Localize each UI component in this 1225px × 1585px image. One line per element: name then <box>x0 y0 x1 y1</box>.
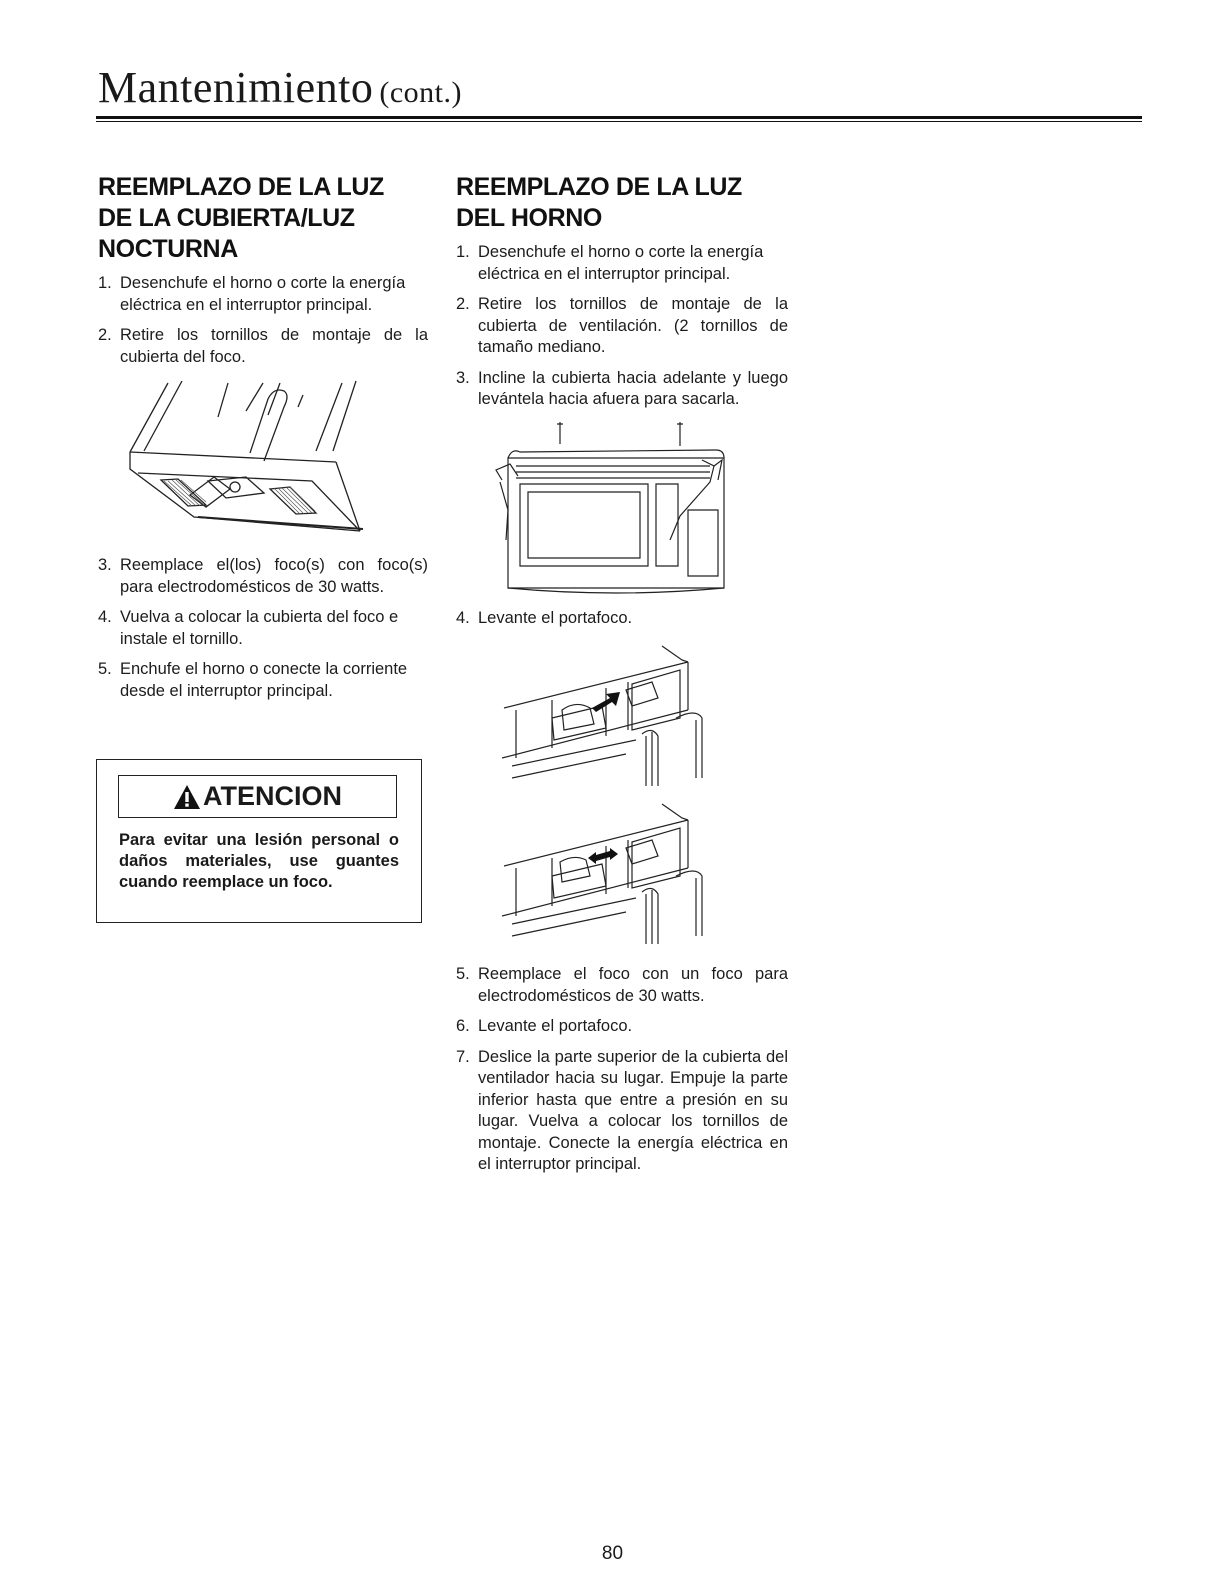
title-rule-thin <box>96 121 1142 122</box>
caution-header <box>118 775 397 818</box>
list-item: 2. Retire los tornillos de montaje de la cubierta del foco. <box>98 326 428 366</box>
lamp-holder-illustration-2 <box>456 796 788 946</box>
right-steps-list-a <box>456 242 788 411</box>
caution-box <box>96 759 422 923</box>
caution-text: Para evitar una lesión personal o daños materiales, use guantes cuando reemplace un foco. <box>119 831 399 891</box>
list-item: 3. Incline la cubierta hacia adelante y luego levántela hacia afuera para sacarla. <box>456 368 788 408</box>
page-number: 80 <box>601 1543 624 1564</box>
right-column <box>456 172 788 1185</box>
right-section-heading: REEMPLAZO DE LA LUZ DEL HORNO <box>456 173 742 232</box>
warning-triangle-icon <box>173 784 201 810</box>
lamp-holder-illustration-1 <box>456 638 788 788</box>
left-steps-list-b <box>98 555 428 702</box>
list-item: 4. Levante el portafoco. <box>456 608 633 627</box>
caution-title: ATENCION <box>203 781 342 811</box>
left-section-heading: REEMPLAZO DE LA LUZ DE LA CUBIERTA/LUZ NOCTURNA <box>98 173 384 263</box>
title-rule <box>96 116 1142 119</box>
list-item: 5. Reemplace el foco con un foco para electrodomésticos de 30 watts. <box>456 965 788 1005</box>
list-item: 7. Deslice la parte superior de la cubierta del ventilador hacia su lugar. Empuje la parte inferior hasta que entre a presión en su lugar. Vuelva a colocar los tornillos de montaje. Conecte la energía eléctrica en el interruptor principal. <box>456 1047 788 1173</box>
page-title: Mantenimiento (cont.) <box>98 63 462 112</box>
list-item: 6. Levante el portafoco. <box>456 1017 633 1035</box>
double-arrow-icon <box>588 848 618 864</box>
page-title-suffix: (cont.) <box>379 76 462 109</box>
list-item: 1. Desenchufe el horno o corte la energía eléctrica en el interruptor principal. <box>456 243 764 283</box>
right-steps-list-b <box>456 608 788 630</box>
list-item: 5. Enchufe el horno o conecte la corriente desde el interruptor principal. <box>98 660 408 700</box>
light-cover-illustration <box>98 377 428 547</box>
left-column <box>98 172 428 711</box>
list-item: 3. Reemplace el(los) foco(s) con foco(s) para electrodomésticos de 30 watts. <box>98 556 428 596</box>
list-item: 2. Retire los tornillos de montaje de la cubierta de ventilación. (2 tornillos de tamaño mediano. <box>456 295 788 356</box>
vent-cover-removal-illustration <box>456 420 788 600</box>
right-steps-list-c <box>456 964 788 1176</box>
left-steps-list-a <box>98 273 428 368</box>
list-item: 4. Vuelva a colocar la cubierta del foco e instale el tornillo. <box>98 608 399 648</box>
list-item: 1. Desenchufe el horno o corte la energía eléctrica en el interruptor principal. <box>98 274 406 314</box>
